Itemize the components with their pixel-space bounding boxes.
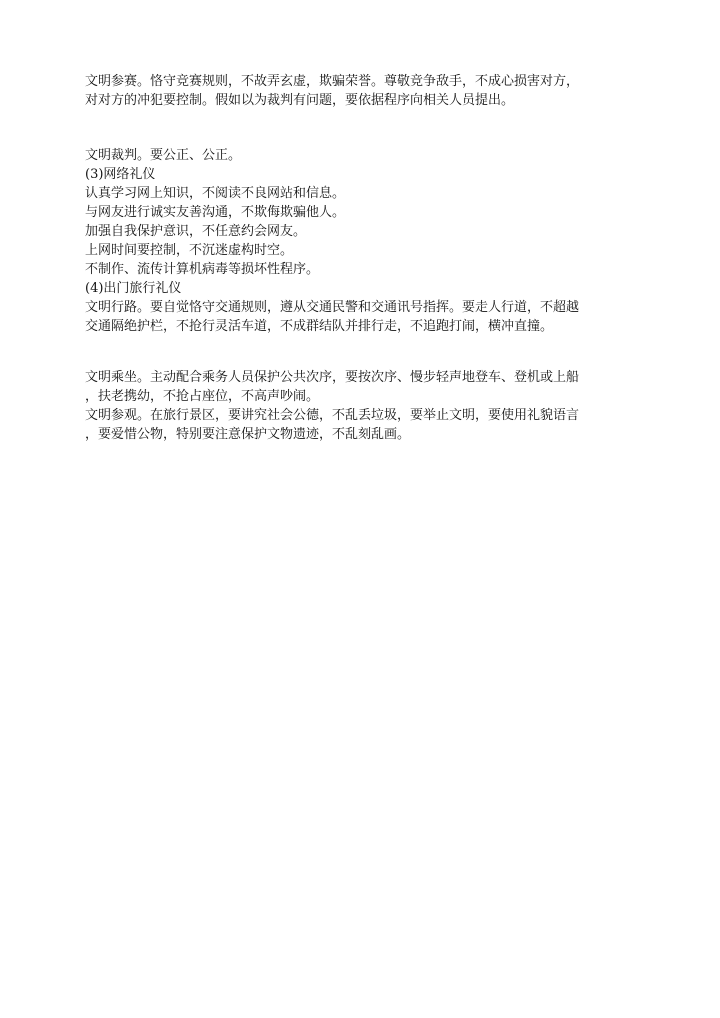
paragraph-referee: 文明裁判。要公正、公正。 xyxy=(85,148,242,163)
paragraph-gap xyxy=(85,336,625,368)
network-item-3: 加强自我保护意识，不任意约会网友。 xyxy=(85,224,307,239)
heading-travel-etiquette: (4)出门旅行礼仪 xyxy=(85,281,182,296)
network-item-2: 与网友进行诚实友善沟通，不欺侮欺骗他人。 xyxy=(85,205,346,220)
paragraph-walking-line-2: 交通隔绝护栏，不抢行灵活车道，不成群结队并排行走，不追跑打闹，横冲直撞。 xyxy=(85,319,554,334)
paragraph-visiting-line-2: ，要爱惜公物，特别要注意保护文物遗迹，不乱刻乱画。 xyxy=(85,427,411,442)
paragraph-visiting-line-1: 文明参观。在旅行景区，要讲究社会公德，不乱丢垃圾，要举止文明，要使用礼貌语言 xyxy=(85,408,580,423)
heading-network-etiquette: (3)网络礼仪 xyxy=(85,167,156,182)
document-body xyxy=(85,72,625,444)
paragraph-walking-line-1: 文明行路。要自觉恪守交通规则，遵从交通民警和交通讯号指挥。要走人行道，不超越 xyxy=(85,300,580,315)
paragraph-competition-line-1: 文明参赛。恪守竞赛规则，不故弄玄虚，欺骗荣誉。尊敬竞争敌手，不成心损害对方， xyxy=(85,74,580,89)
paragraph-competition-line-2: 对对方的冲犯要控制。假如以为裁判有问题，要依据程序向相关人员提出。 xyxy=(85,93,515,108)
network-item-5: 不制作、流传计算机病毒等损坏性程序。 xyxy=(85,262,320,277)
network-item-4: 上网时间要控制，不沉迷虚构时空。 xyxy=(85,243,294,258)
paragraph-riding-line-1: 文明乘坐。主动配合乘务人员保护公共次序，要按次序、慢步轻声地登车、登机或上船 xyxy=(85,370,580,385)
network-item-1: 认真学习网上知识，不阅读不良网站和信息。 xyxy=(85,186,346,201)
paragraph-riding-line-2: ，扶老携幼，不抢占座位，不高声吵闹。 xyxy=(85,389,320,404)
paragraph-gap xyxy=(85,110,625,146)
